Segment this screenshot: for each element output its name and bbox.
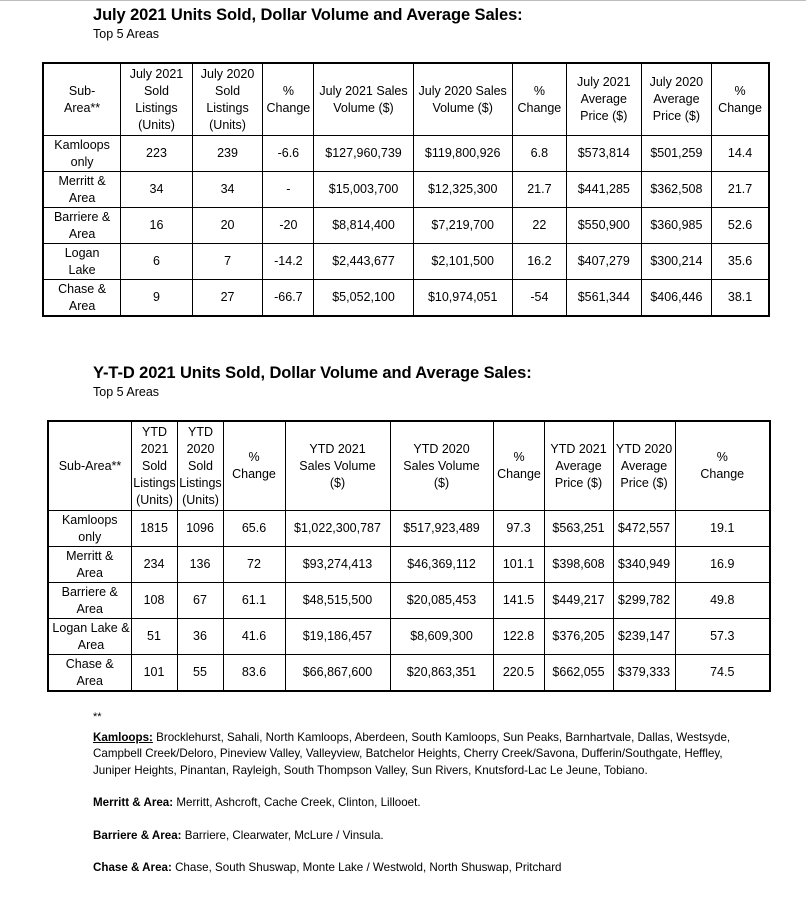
data-cell: 49.8 bbox=[675, 583, 770, 619]
data-cell: 122.8 bbox=[493, 619, 544, 655]
table-row bbox=[43, 280, 769, 317]
data-cell: 52.6 bbox=[712, 208, 769, 244]
data-cell: $2,443,677 bbox=[314, 244, 413, 280]
data-cell: $449,217 bbox=[544, 583, 613, 619]
barriere-footnote-text: Barriere, Clearwater, McLure / Vinsula. bbox=[184, 828, 384, 842]
header-2021-avg-price: YTD 2021 Average Price ($) bbox=[544, 421, 613, 511]
header-2020-units: YTD 2020 Sold Listings (Units) bbox=[177, 421, 223, 511]
chase-footnote bbox=[93, 860, 733, 877]
data-cell: 1096 bbox=[177, 511, 223, 547]
header-units-change: % Change bbox=[263, 63, 314, 136]
data-cell: 239 bbox=[192, 136, 263, 172]
header-2020-volume: July 2020 Sales Volume ($) bbox=[413, 63, 512, 136]
data-cell: 234 bbox=[131, 547, 177, 583]
data-cell: 108 bbox=[131, 583, 177, 619]
header-price-change: % Change bbox=[675, 421, 770, 511]
data-cell: -6.6 bbox=[263, 136, 314, 172]
data-cell: $379,333 bbox=[613, 655, 675, 692]
table-row bbox=[48, 655, 770, 692]
header-2020-avg-price: YTD 2020 Average Price ($) bbox=[613, 421, 675, 511]
data-cell: 101.1 bbox=[493, 547, 544, 583]
data-cell: $662,055 bbox=[544, 655, 613, 692]
data-cell: $376,205 bbox=[544, 619, 613, 655]
sub-area-footnotes bbox=[93, 709, 733, 877]
header-units-change: % Change bbox=[223, 421, 285, 511]
data-cell: $517,923,489 bbox=[390, 511, 493, 547]
data-cell: 1815 bbox=[131, 511, 177, 547]
data-cell: $127,960,739 bbox=[314, 136, 413, 172]
table-row bbox=[43, 136, 769, 172]
data-cell: $360,985 bbox=[641, 208, 712, 244]
kamloops-footnote-text: Brocklehurst, Sahali, North Kamloops, Aberdeen, South Kamloops, Sun Peaks, Barnhartvale, Dallas, Westsyde, Campbell Creek/Deloro, Pineview Valley, Valleyview, Batchelor Heights, Cherry Creek/Savona, Dufferin/Southgate, Heffley, Juniper Heights, Pinantan, Rayleigh, South Thompson Valley, Sun Rivers, Knutsford-Lac Le Jeune, Tobiano. bbox=[93, 730, 731, 777]
data-cell: 51 bbox=[131, 619, 177, 655]
data-cell: $46,369,112 bbox=[390, 547, 493, 583]
data-cell: -66.7 bbox=[263, 280, 314, 317]
data-cell: 38.1 bbox=[712, 280, 769, 317]
data-cell: 83.6 bbox=[223, 655, 285, 692]
data-cell: 21.7 bbox=[512, 172, 566, 208]
data-cell: 41.6 bbox=[223, 619, 285, 655]
sub-area-cell: Logan Lake & Area bbox=[48, 619, 131, 655]
data-cell: $362,508 bbox=[641, 172, 712, 208]
sub-area-cell: Merritt & Area bbox=[48, 547, 131, 583]
data-cell: 57.3 bbox=[675, 619, 770, 655]
july-2021-sales-table bbox=[42, 62, 770, 317]
data-cell: $20,085,453 bbox=[390, 583, 493, 619]
header-2020-units: July 2020 Sold Listings (Units) bbox=[192, 63, 263, 136]
data-cell: 20 bbox=[192, 208, 263, 244]
data-cell: 7 bbox=[192, 244, 263, 280]
merritt-footnote bbox=[93, 795, 733, 812]
header-sub-area: Sub-Area** bbox=[43, 63, 121, 136]
data-cell: - bbox=[263, 172, 314, 208]
data-cell: -20 bbox=[263, 208, 314, 244]
data-cell: $20,863,351 bbox=[390, 655, 493, 692]
data-cell: 14.4 bbox=[712, 136, 769, 172]
data-cell: $299,782 bbox=[613, 583, 675, 619]
data-cell: $10,974,051 bbox=[413, 280, 512, 317]
july-table-subtitle: Top 5 Areas bbox=[93, 27, 160, 41]
merritt-footnote-label: Merritt & Area: bbox=[93, 796, 174, 809]
kamloops-footnote-label: Kamloops: bbox=[93, 730, 153, 744]
header-2021-volume: YTD 2021 Sales Volume ($) bbox=[285, 421, 390, 511]
table-row bbox=[48, 619, 770, 655]
header-volume-change: % Change bbox=[512, 63, 566, 136]
header-2021-units: July 2021 Sold Listings (Units) bbox=[121, 63, 193, 136]
data-cell: $119,800,926 bbox=[413, 136, 512, 172]
data-cell: $573,814 bbox=[566, 136, 641, 172]
data-cell: 72 bbox=[223, 547, 285, 583]
data-cell: $340,949 bbox=[613, 547, 675, 583]
data-cell: $406,446 bbox=[641, 280, 712, 317]
data-cell: $19,186,457 bbox=[285, 619, 390, 655]
header-2021-avg-price: July 2021 Average Price ($) bbox=[566, 63, 641, 136]
barriere-footnote-label: Barriere & Area: bbox=[93, 828, 182, 842]
sub-area-cell: Chase & Area bbox=[48, 655, 131, 692]
data-cell: $48,515,500 bbox=[285, 583, 390, 619]
data-cell: $8,609,300 bbox=[390, 619, 493, 655]
data-cell: $407,279 bbox=[566, 244, 641, 280]
header-2021-units: YTD 2021 Sold Listings (Units) bbox=[131, 421, 177, 511]
data-cell: $561,344 bbox=[566, 280, 641, 317]
sub-area-cell: Kamloops only bbox=[48, 511, 131, 547]
data-cell: $501,259 bbox=[641, 136, 712, 172]
ytd-table-subtitle: Top 5 Areas bbox=[93, 385, 160, 399]
data-cell: 21.7 bbox=[712, 172, 769, 208]
data-cell: 16 bbox=[121, 208, 193, 244]
kamloops-footnote bbox=[93, 730, 733, 780]
data-cell: 67 bbox=[177, 583, 223, 619]
data-cell: 6 bbox=[121, 244, 193, 280]
data-cell: -14.2 bbox=[263, 244, 314, 280]
table-header-row bbox=[48, 421, 770, 511]
data-cell: $441,285 bbox=[566, 172, 641, 208]
merritt-footnote-text: Merritt, Ashcroft, Cache Creek, Clinton, Lillooet. bbox=[176, 796, 421, 809]
page-top-rule bbox=[0, 0, 806, 1]
data-cell: 16.9 bbox=[675, 547, 770, 583]
sub-area-cell: Kamloops only bbox=[43, 136, 121, 172]
table-row bbox=[43, 172, 769, 208]
data-cell: 223 bbox=[121, 136, 193, 172]
header-volume-change: % Change bbox=[493, 421, 544, 511]
header-2021-volume: July 2021 Sales Volume ($) bbox=[314, 63, 413, 136]
ytd-table-title: Y-T-D 2021 Units Sold, Dollar Volume and Average Sales: bbox=[93, 364, 532, 382]
data-cell: 22 bbox=[512, 208, 566, 244]
data-cell: 34 bbox=[121, 172, 193, 208]
data-cell: $1,022,300,787 bbox=[285, 511, 390, 547]
table-row bbox=[43, 208, 769, 244]
data-cell: $239,147 bbox=[613, 619, 675, 655]
data-cell: 141.5 bbox=[493, 583, 544, 619]
sub-area-cell: Logan Lake bbox=[43, 244, 121, 280]
table-header-row bbox=[43, 63, 769, 136]
data-cell: $93,274,413 bbox=[285, 547, 390, 583]
data-cell: 34 bbox=[192, 172, 263, 208]
data-cell: -54 bbox=[512, 280, 566, 317]
data-cell: $15,003,700 bbox=[314, 172, 413, 208]
data-cell: 9 bbox=[121, 280, 193, 317]
ytd-2021-sales-table bbox=[47, 420, 771, 692]
sub-area-cell: Merritt & Area bbox=[43, 172, 121, 208]
chase-footnote-text: Chase, South Shuswap, Monte Lake / Westwold, North Shuswap, Pritchard bbox=[175, 861, 562, 874]
data-cell: $2,101,500 bbox=[413, 244, 512, 280]
data-cell: $5,052,100 bbox=[314, 280, 413, 317]
data-cell: 27 bbox=[192, 280, 263, 317]
sub-area-cell: Barriere & Area bbox=[48, 583, 131, 619]
data-cell: 101 bbox=[131, 655, 177, 692]
data-cell: 74.5 bbox=[675, 655, 770, 692]
data-cell: $8,814,400 bbox=[314, 208, 413, 244]
data-cell: $12,325,300 bbox=[413, 172, 512, 208]
data-cell: $472,557 bbox=[613, 511, 675, 547]
table-row bbox=[48, 583, 770, 619]
data-cell: 97.3 bbox=[493, 511, 544, 547]
header-2020-volume: YTD 2020 Sales Volume ($) bbox=[390, 421, 493, 511]
data-cell: $7,219,700 bbox=[413, 208, 512, 244]
data-cell: $398,608 bbox=[544, 547, 613, 583]
data-cell: 35.6 bbox=[712, 244, 769, 280]
data-cell: 61.1 bbox=[223, 583, 285, 619]
data-cell: 16.2 bbox=[512, 244, 566, 280]
data-cell: $66,867,600 bbox=[285, 655, 390, 692]
barriere-footnote bbox=[93, 828, 733, 845]
header-sub-area: Sub-Area** bbox=[48, 421, 131, 511]
data-cell: $300,214 bbox=[641, 244, 712, 280]
header-2020-avg-price: July 2020 Average Price ($) bbox=[641, 63, 712, 136]
table-row bbox=[48, 547, 770, 583]
sub-area-cell: Chase & Area bbox=[43, 280, 121, 317]
header-price-change: % Change bbox=[712, 63, 769, 136]
data-cell: 6.8 bbox=[512, 136, 566, 172]
data-cell: $563,251 bbox=[544, 511, 613, 547]
chase-footnote-label: Chase & Area: bbox=[93, 861, 172, 874]
data-cell: 136 bbox=[177, 547, 223, 583]
sub-area-cell: Barriere & Area bbox=[43, 208, 121, 244]
data-cell: 36 bbox=[177, 619, 223, 655]
table-row bbox=[43, 244, 769, 280]
data-cell: $550,900 bbox=[566, 208, 641, 244]
data-cell: 220.5 bbox=[493, 655, 544, 692]
footnote-marker: ** bbox=[93, 711, 102, 723]
table-row bbox=[48, 511, 770, 547]
data-cell: 65.6 bbox=[223, 511, 285, 547]
data-cell: 55 bbox=[177, 655, 223, 692]
july-table-title: July 2021 Units Sold, Dollar Volume and Average Sales: bbox=[93, 6, 523, 24]
data-cell: 19.1 bbox=[675, 511, 770, 547]
